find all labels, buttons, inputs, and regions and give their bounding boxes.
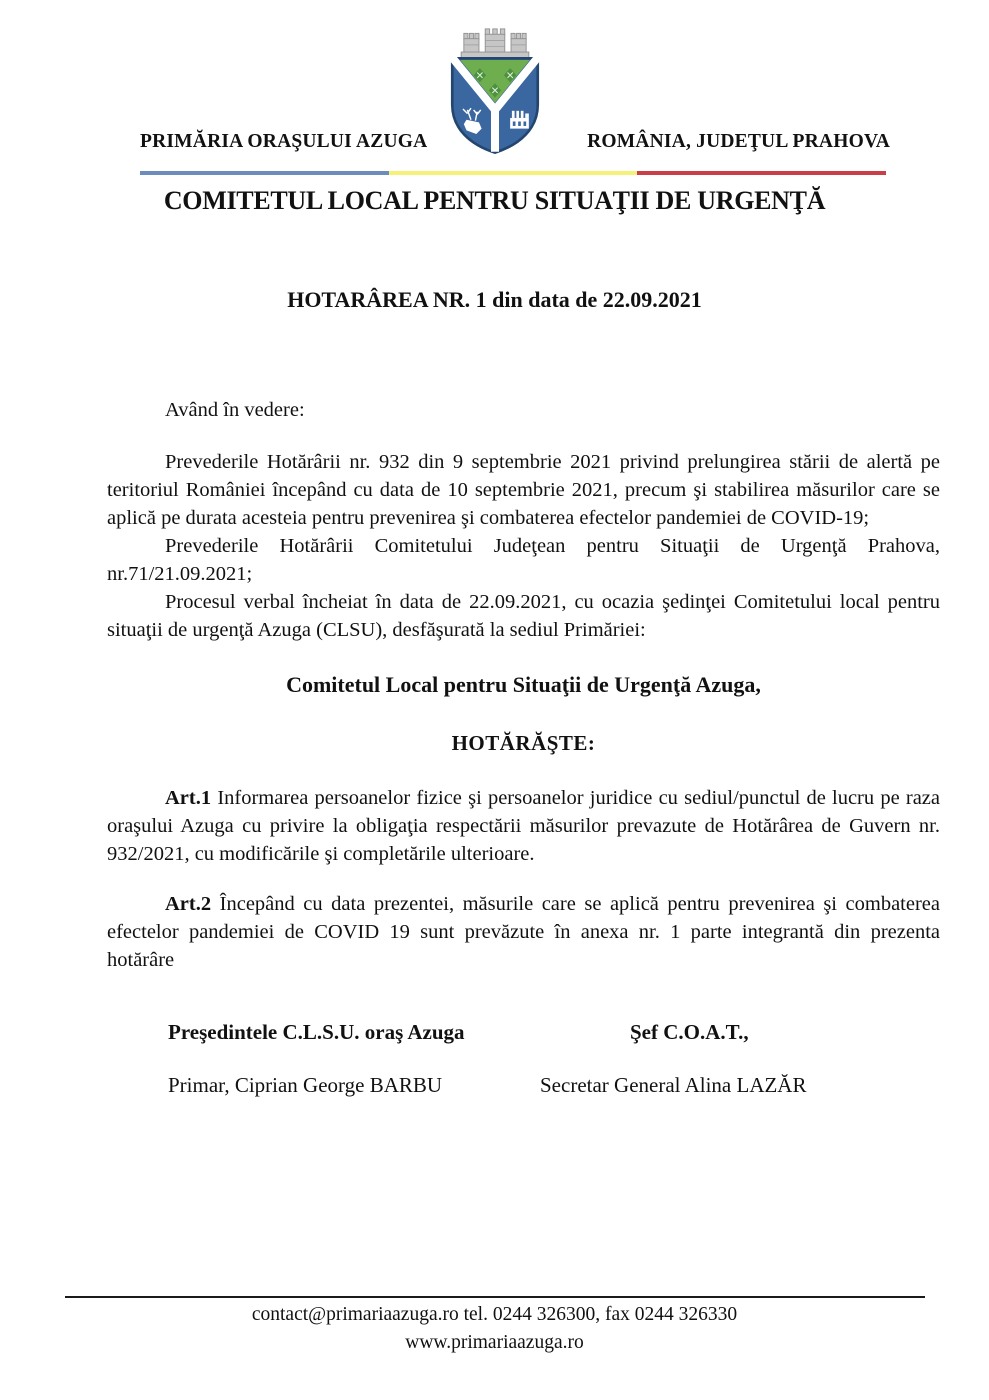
signature-names-row	[107, 1071, 940, 1099]
article-2-label: Art.2	[165, 893, 212, 915]
intro-line: Având în vedere:	[165, 399, 305, 421]
document-header	[0, 0, 989, 186]
article-2-text: Începând cu data prezentei, măsurile care se aplică pentru prevenirea şi combaterea efectelor pandemiei de COVID 19 sunt prevăzute în anexa nr. 1 parte integrantă din prezenta hotărâre	[107, 893, 940, 971]
footer-contact-line: contact@primariaazuga.ro tel. 0244 326300, fax 0244 326330	[251, 1304, 738, 1325]
flag-segment-yellow	[389, 171, 638, 175]
country-county-label: ROMÂNIA, JUDEŢUL PRAHOVA	[587, 131, 890, 152]
document-footer	[0, 1296, 989, 1357]
flag-segment-blue	[140, 171, 389, 175]
decision-number-title: HOTARÂREA NR. 1 din data de 22.09.2021	[287, 287, 702, 312]
institution-name: PRIMĂRIA ORAŞULUI AZUGA	[140, 131, 428, 152]
committee-title: COMITETUL LOCAL PENTRU SITUAŢII DE URGENŢĂ	[163, 186, 826, 215]
considerations-paragraph-1: Prevederile Hotărârii nr. 932 din 9 septembrie 2021 privind prelungirea stării de alertă pe teritoriul României începând cu data de 10 septembrie 2021, precum şi stabilirea măsurilor care se aplică pe durata acesteia pentru prevenirea şi combaterea efectelor pandemiei de COVID-19;	[107, 451, 940, 529]
article-1	[107, 784, 940, 868]
romanian-flag-divider	[140, 171, 886, 175]
decides-line: HOTĂRĂŞTE:	[451, 731, 596, 755]
secretary-name: Secretar General Alina LAZĂR	[540, 1073, 807, 1097]
signature-titles-row	[107, 1018, 940, 1046]
article-1-label: Art.1	[165, 787, 212, 809]
coat-of-arms-icon	[439, 28, 551, 158]
footer-website-line: www.primariaazuga.ro	[405, 1332, 584, 1353]
committee-proclamation-line: Comitetul Local pentru Situaţii de Urgenţă Azuga,	[286, 672, 761, 697]
mayor-name: Primar, Ciprian George BARBU	[168, 1073, 443, 1097]
chief-coat-title: Şef C.O.A.T.,	[630, 1020, 749, 1044]
considerations-paragraph-2: Prevederile Hotărârii Comitetului Judeţean pentru Situaţii de Urgenţă Prahova, nr.71/21.09.2021;	[107, 535, 940, 585]
considerations-paragraph-3: Procesul verbal încheiat în data de 22.09.2021, cu ocazia şedinţei Comitetului local pentru situaţii de urgenţă Azuga (CLSU), desfăşurată la sediul Primăriei:	[107, 591, 940, 641]
article-2	[107, 890, 940, 974]
footer-divider	[65, 1296, 925, 1298]
president-title: Preşedintele C.L.S.U. oraş Azuga	[168, 1020, 465, 1044]
flag-segment-red	[637, 171, 886, 175]
article-1-text: Informarea persoanelor fizice şi persoanelor juridice cu sediul/punctul de lucru pe raza oraşului Azuga cu privire la obligaţia respectării măsurilor prevazute de Hotărârea de Guvern nr. 932/2021, cu modificările şi completările ulterioare.	[107, 787, 940, 865]
document-body	[0, 396, 989, 1099]
